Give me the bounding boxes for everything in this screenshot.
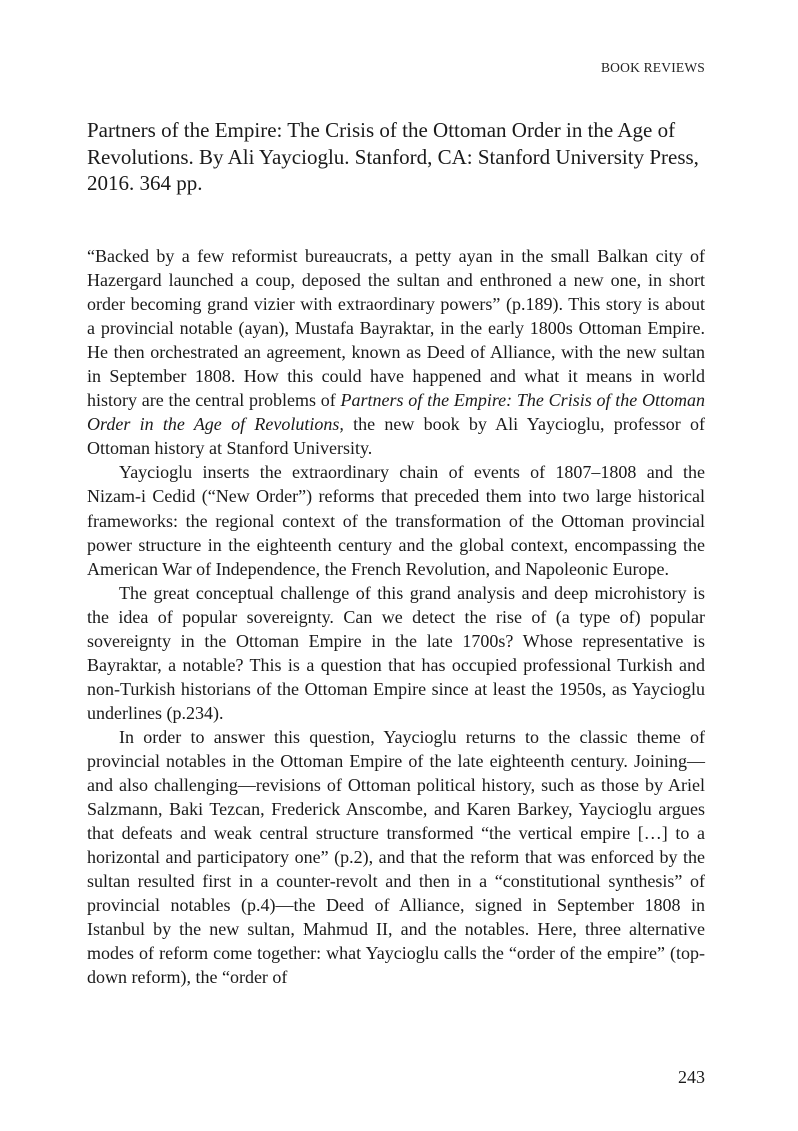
running-head: BOOK REVIEWS xyxy=(600,60,705,75)
paragraph-2: Yaycioglu inserts the extraordinary chain of events of 1807–1808 and the Nizam-i Cedid (“New Order”) reforms that preceded them into two large historical frameworks: the regional context of the transformation of the Ottoman provincial power structure in the eighteenth century and the global context, encompassing the American War of Independence, the French Revolution, and Napoleonic Europe. xyxy=(87,462,705,579)
book-title: Partners of the Empire: The Crisis of the Ottoman Order in the Age of Revolutions. By Ali Yaycioglu. Stanford, CA: Stanford University Press, 2016. 364 pp. xyxy=(87,118,699,195)
paragraph-1-text: “Backed by a few reformist bureaucrats, a petty ayan in the small Balkan city of Hazergard launched a coup, deposed the sultan and enthroned a new one, in short order becoming grand vizier with extraordinary powers” (p.189). This story is about a provincial notable (ayan), Mustafa Bayraktar, in the early 1800s Ottoman Empire. He then orchestrated an agreement, known as Deed of Alliance, with the new sultan in September 1808. How this could have happened and what it means in world history are the central problems of xyxy=(87,246,705,411)
book-title-italic: Partners of the Empire: The Crisis of the Ottoman Order in the Age of Revolutions, xyxy=(87,390,705,435)
paragraph-1-text-end: the new book by Ali Yaycioglu, professor of Ottoman history at Stanford University. xyxy=(87,414,705,459)
page-number: 243 xyxy=(678,1067,705,1087)
paragraph-3: The great conceptual challenge of this grand analysis and deep microhistory is the idea of popular sovereignty. Can we detect the rise of (a type of) popular sovereignty in the Ottoman Empire in the late 1700s? Whose representative is Bayraktar, a notable? This is a question that has occupied professional Turkish and non-Turkish historians of the Ottoman Empire since at least the 1950s, as Yaycioglu underlines (p.234). xyxy=(87,582,705,723)
review-body xyxy=(87,244,705,989)
paragraph-4: In order to answer this question, Yaycioglu returns to the classic theme of provincial notables in the Ottoman Empire of the late eighteenth century. Joining—and also challenging—revisions of Ottoman political history, such as those by Ariel Salzmann, Baki Tezcan, Frederick Anscombe, and Karen Barkey, Yaycioglu argues that defeats and weak central structure transformed “the vertical empire […] to a horizontal and participatory one” (p.2), and that the reform that was enforced by the sultan resulted first in a counter-revolt and then in a “constitutional synthesis” of provincial notables (p.4)—the Deed of Alliance, signed in September 1808 in Istanbul by the new sultan, Mahmud II, and the notables. Here, three alternative modes of reform come together: what Yaycioglu calls the “order of the empire” (top-down reform), the “order of xyxy=(87,726,705,988)
paragraph-1 xyxy=(87,244,705,460)
